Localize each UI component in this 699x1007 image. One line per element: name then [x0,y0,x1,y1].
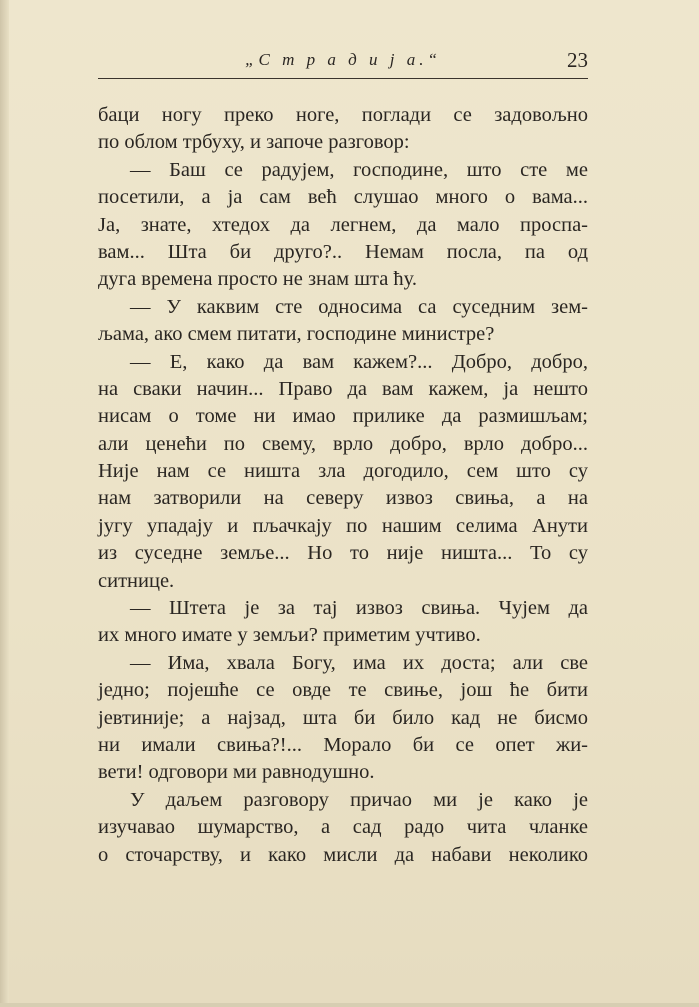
text-line: ситнице. [98,569,175,592]
text-line: по облом трбуху, и започе разговор: [98,131,410,154]
text-line: Ја, знате, хтедох да легнем, да мало проспа- [98,213,588,236]
text-line: — Има, хвала Богу, има их доста; али све [130,651,588,674]
text-line: — У каквим сте односима са суседним зем- [130,295,588,318]
text-line: на сваки начин... Право да вам кажем, ја нешто [98,377,588,400]
text-line: о сточарству, и како мисли да набави неколико [98,843,588,866]
text-line: баци ногу преко ноге, поглади се задовољно [98,104,588,126]
body-text [98,102,588,869]
text-line: изучавао шумарство, а сад радо чита чланке [98,816,588,839]
text-line: Није нам се ништа зла догодило, сем што су [98,460,588,483]
text-line: једно; појешће се овде те свиње, још ће бити [98,679,588,702]
text-line: љама, ако смем питати, господине министре? [98,323,495,346]
text-line: вам... Шта би друго?.. Немам посла, па од [98,240,588,263]
text-line: — Е, како да вам кажем?... Добро, добро, [130,350,588,373]
text-line: из суседне земље... Но то није ништа... То су [98,542,588,565]
running-title: „С т р а д и ј а.“ [245,50,441,69]
page-bottom-edge [0,1003,699,1007]
text-line: југу упадају и пљачкају по нашим селима Анути [98,514,588,537]
text-line: али ценећи по свему, врло добро, врло добро... [98,432,588,455]
page-number: 23 [567,48,588,72]
page-gutter [0,0,9,1007]
header-rule [98,78,588,79]
text-line: посетили, а ја сам већ слушао много о вама... [98,186,588,209]
text-line: дуга времена просто не знам шта ћу. [98,268,418,291]
text-line: — Штета је за тај извоз свиња. Чујем да [130,597,588,620]
text-line: У даљем разговору причао ми је како је [130,788,588,811]
text-line: нам затворили на северу извоз свиња, а на [98,487,588,510]
running-head [98,48,588,78]
text-line: их много имате у земљи? приметим учтиво. [98,624,481,647]
text-line: нисам о томе ни имао прилике да размишљам; [98,405,588,428]
text-line: — Баш се радујем, господине, што сте ме [130,158,588,181]
text-line: ни имали свиња?!... Морало би се опет жи- [98,733,588,756]
text-line: вети! одговори ми равнодушно. [98,761,375,784]
text-line: јевтиније; а најзад, шта би било кад не бисмо [98,706,588,729]
